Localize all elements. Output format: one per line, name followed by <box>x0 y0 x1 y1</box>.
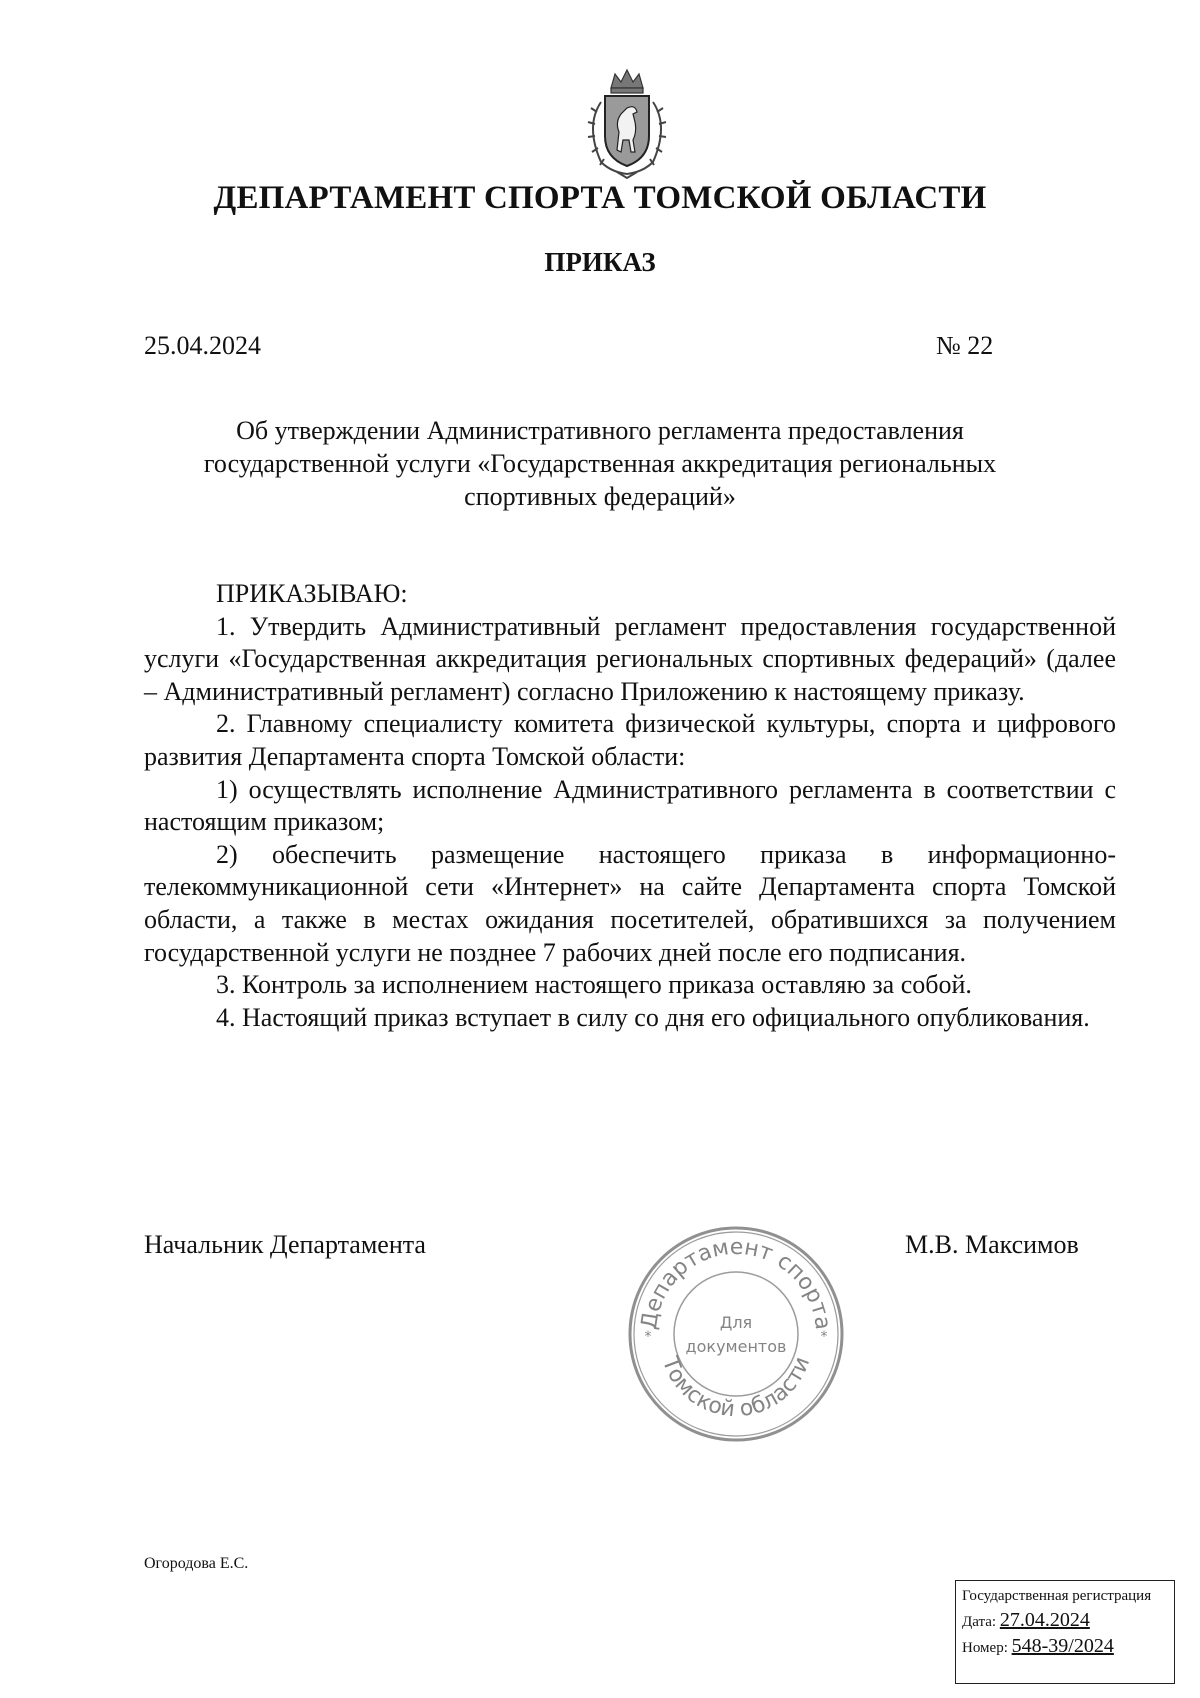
registration-title: Государственная регистрация <box>962 1588 1152 1604</box>
document-number: № 22 <box>936 331 994 360</box>
registration-box <box>955 1580 1175 1684</box>
stamp-top-text: Департамент спорта <box>636 1234 836 1332</box>
document-kind: ПРИКАЗ <box>544 247 656 277</box>
registration-date-label: Дата: <box>962 1614 997 1630</box>
order-word: ПРИКАЗЫВАЮ: <box>216 579 408 608</box>
official-stamp <box>624 1222 848 1446</box>
executor-name: Огородова Е.С. <box>144 1555 249 1572</box>
crown-icon <box>611 70 643 93</box>
order-item-4: 4. Настоящий приказ вступает в силу со дня его официального опубликования. <box>216 1002 1090 1032</box>
subject-line: государственной услуги «Государственная аккредитация региональных <box>203 449 997 478</box>
order-item-1: 1. Утвердить Административный регламент предоставления государственной услуги «Государственная аккредитация региональных спортивных федераций» (далее – Административный регламент) согласно Приложению к настоящему приказу. <box>144 611 1116 706</box>
subject-line: Об утверждении Административного регламента предоставления <box>236 416 964 445</box>
stamp-center-line-1: Для <box>719 1313 753 1332</box>
registration-number-value: 548-39/2024 <box>1011 1635 1114 1657</box>
coat-of-arms-emblem <box>571 66 683 182</box>
stamp-star-icon: * <box>820 1329 828 1345</box>
signature-position: Начальник Департамента <box>144 1230 426 1259</box>
signature-name: М.В. Максимов <box>905 1230 1079 1259</box>
document-body <box>144 578 1116 1034</box>
registration-number-label: Номер: <box>962 1640 1008 1656</box>
document-subject <box>150 414 1050 513</box>
department-title: ДЕПАРТАМЕНТ СПОРТА ТОМСКОЙ ОБЛАСТИ <box>213 180 987 216</box>
stamp-bottom-text: Томской области <box>656 1353 816 1423</box>
order-item-3: 3. Контроль за исполнением настоящего приказа оставляю за собой. <box>216 970 972 1000</box>
order-subitem-2: 2) обеспечить размещение настоящего приказа в информационно-телекоммуникационной сети «Интернет» на сайте Департамента спорта Томской области, а также в местах ожидания посетителей, обратившихся за получением государственной услуги не позднее 7 рабочих дней после его подписания. <box>144 839 1116 967</box>
stamp-center-line-2: документов <box>685 1337 787 1356</box>
order-subitem-1: 1) осуществлять исполнение Административного регламента в соответствии с настоящим приказом; <box>144 774 1116 837</box>
stamp-star-icon: * <box>644 1329 652 1345</box>
document-date: 25.04.2024 <box>144 331 261 360</box>
subject-line: спортивных федераций» <box>464 482 736 511</box>
registration-date-value: 27.04.2024 <box>999 1609 1090 1631</box>
order-item-2: 2. Главному специалисту комитета физической культуры, спорта и цифрового развития Департамента спорта Томской области: <box>144 709 1116 771</box>
